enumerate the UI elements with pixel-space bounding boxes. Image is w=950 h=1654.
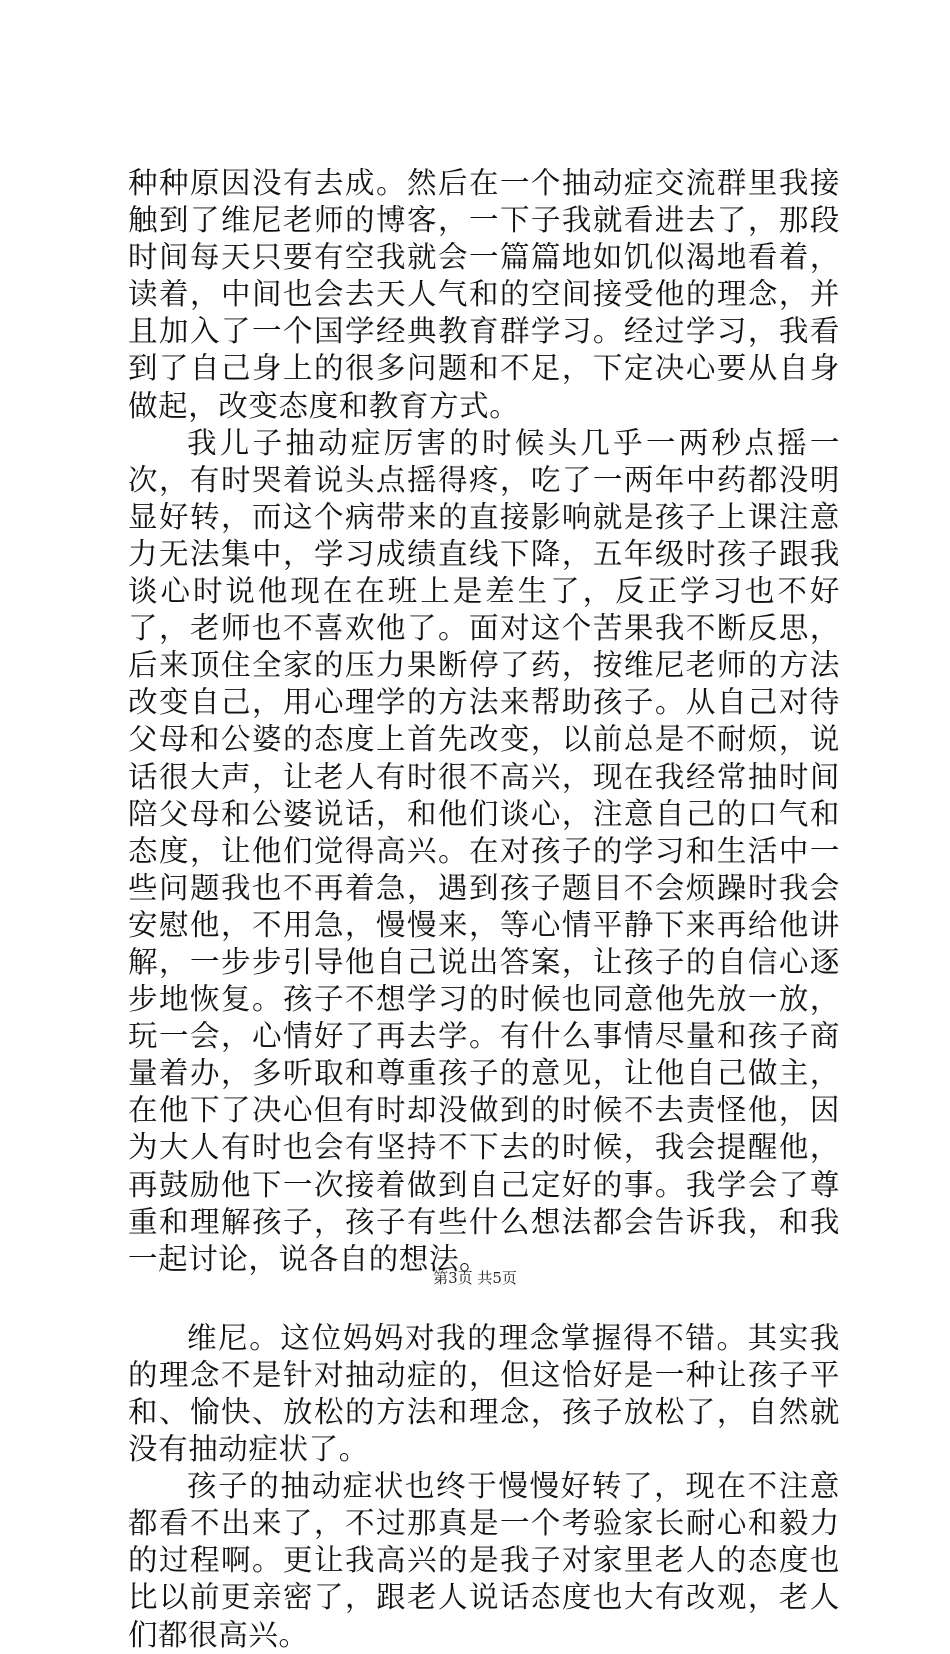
page-footer xyxy=(0,1268,950,1288)
paragraph-outcome: 孩子的抽动症状也终于慢慢好转了，现在不注意都看不出来了，不过那真是一个考验家长耐心和毅力的过程啊。更让我高兴的是我子对家里老人的态度也比以前更亲密了，跟老人说话态度也大有改观，老人们都很高兴。 xyxy=(128,1469,840,1652)
document-body xyxy=(128,165,840,1654)
paragraph-weini-comment: 维尼。这位妈妈对我的理念掌握得不错。其实我的理念不是针对抽动症的，但这恰好是一种让孩子平和、愉快、放松的方法和理念，孩子放松了，自然就没有抽动症状了。 xyxy=(128,1320,840,1467)
paragraph-son-story: 我儿子抽动症厉害的时候头几乎一两秒点摇一次，有时哭着说头点摇得疼，吃了一两年中药都没明显好转，而这个病带来的直接影响就是孩子上课注意力无法集中，学习成绩直线下降，五年级时孩子跟我谈心时说他现在在班上是差生了，反正学习也不好了，老师也不喜欢他了。面对这个苦果我不断反思，后来顶住全家的压力果断停了药，按维尼老师的方法改变自己，用心理学的方法来帮助孩子。从自己对待父母和公婆的态度上首先改变，以前总是不耐烦，说话很大声，让老人有时很不高兴，现在我经常抽时间陪父母和公婆说话，和他们谈心，注意自己的口气和态度，让他们觉得高兴。在对孩子的学习和生活中一些问题我也不再着急，遇到孩子题目不会烦躁时我会安慰他，不用急，慢慢来，等心情平静下来再给他讲解，一步步引导他自己说出答案，让孩子的自信心逐步地恢复。孩子不想学习的时候也同意他先放一放，玩一会，心情好了再去学。有什么事情尽量和孩子商量着办，多听取和尊重孩子的意见，让他自己做主，在他下了决心但有时却没做到的时候不去责怪他，因为大人有时也会有坚持不下去的时候，我会提醒他，再鼓励他下一次接着做到自己定好的事。我学会了尊重和理解孩子，孩子有些什么想法都会告诉我，和我一起讨论，说各自的想法。 xyxy=(128,425,840,1276)
page-number: 第3页 共5页 xyxy=(433,1269,517,1287)
paragraph-continuation: 种种原因没有去成。然后在一个抽动症交流群里我接触到了维尼老师的博客，一下子我就看进去了，那段时间每天只要有空我就会一篇篇地如饥似渴地看着，读着，中间也会去天人气和的空间接受他的理念，并且加入了一个国学经典教育群学习。经过学习，我看到了自己身上的很多问题和不足，下定决心要从自身做起，改变态度和教育方式。 xyxy=(128,166,840,423)
